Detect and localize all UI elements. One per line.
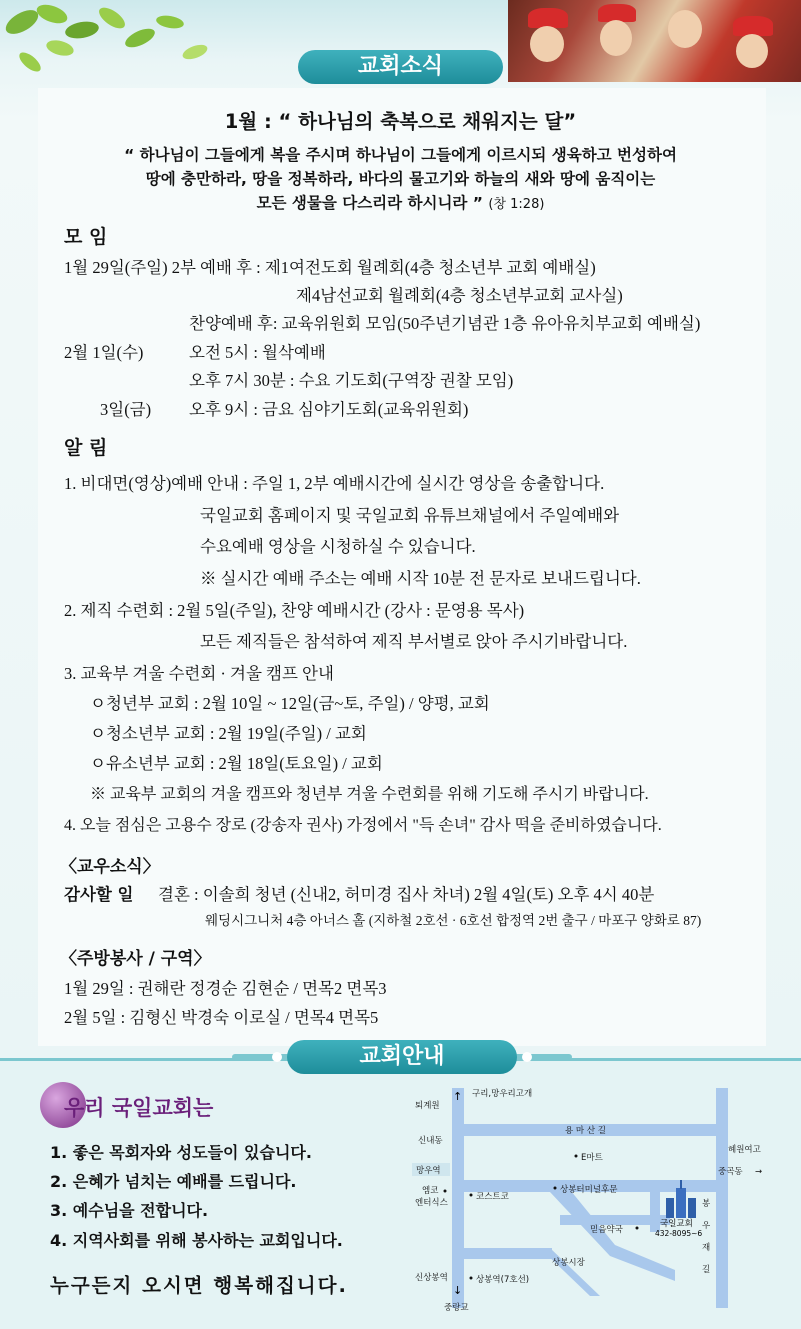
guide-item: 3. 예수님을 전합니다. [50, 1201, 209, 1220]
notice-line: ㅇ청년부 교회 : 2월 10일 ~ 12일(금~토, 주일) / 양평, 교회 [90, 694, 490, 713]
map-dot [444, 1190, 447, 1193]
road-lower-left [452, 1248, 552, 1259]
map-dot [470, 1194, 473, 1197]
venue-text: 웨딩시그니처 4층 아너스 홀 (지하철 2호선 · 6호선 합정역 2번 출구 / 마포구 양화로 87) [205, 913, 702, 928]
verse-line-1: “ 하나님이 그들에게 복을 주시며 하나님이 그들에게 이르시되 생육하고 번성하여 [124, 146, 677, 164]
meeting-line: 오후 7시 30분 : 수요 기도회(구역장 권찰 모임) [189, 371, 514, 390]
map-label-pharmacy: 믿음약국 [590, 1225, 623, 1235]
map-dot [575, 1155, 578, 1158]
arrow-down-icon: ↓ [453, 1284, 463, 1297]
guide-item: 4. 지역사회를 위해 봉사하는 교회입니다. [50, 1231, 343, 1250]
notice-line: 모든 제직들은 참석하여 제직 부서별로 앉아 주시기바랍니다. [200, 632, 628, 651]
meeting-line: 제4남선교회 월례회(4층 청소년부교회 교사실) [296, 286, 623, 305]
notice-line: ※ 실시간 예배 주소는 예배 시작 10분 전 문자로 보내드립니다. [200, 569, 641, 588]
thanks-label: 감사할 일 [64, 885, 134, 904]
map-label-junglang: 중랑교 [444, 1303, 469, 1313]
meeting-line: 오후 9시 : 금요 심야기도회(교육위원회) [189, 400, 469, 419]
verse-line-3 [0, 191, 801, 213]
leaves-decoration [0, 0, 230, 80]
guide-item: 2. 은혜가 넘치는 예배를 드립니다. [50, 1172, 297, 1191]
guide-title: 교회안내 [287, 1040, 517, 1074]
notice-line: 1. 비대면(영상)예배 안내 : 주일 1, 2부 예배시간에 실시간 영상을 송출합니다. [64, 474, 605, 493]
map-label-bong1: 봉 [702, 1199, 711, 1209]
map-label-sangbong7: 상봉역(7호선) [476, 1275, 530, 1285]
guide-item: 1. 좋은 목회자와 성도들이 있습니다. [50, 1143, 312, 1162]
notice-line: 3. 교육부 겨울 수련회 · 겨울 캠프 안내 [64, 664, 334, 683]
kitchen-line: 2월 5일 : 김형신 박경숙 이로실 / 면목4 면목5 [64, 1008, 379, 1027]
notice-line: ※ 교육부 교회의 겨울 캠프와 청년부 겨울 수련회를 위해 기도해 주시기 바랍니다. [90, 786, 649, 803]
road-vertical-right [716, 1088, 728, 1308]
church-location-map [400, 1080, 780, 1320]
church-title-block [40, 1082, 245, 1130]
meeting-date: 3일(금) [100, 400, 152, 419]
map-label-bong3: 재 [702, 1243, 711, 1253]
map-label-mangu: 망우역 [416, 1166, 441, 1176]
bullet-dot-icon [272, 1052, 282, 1062]
map-label-bong4: 길 [702, 1265, 711, 1275]
notices-heading: 알 림 [64, 437, 108, 459]
verse-ref: (창 1:28) [488, 197, 545, 212]
news-title: 교회소식 [298, 50, 503, 84]
map-label-entersix: 엔터식스 [415, 1198, 448, 1208]
road-church-branch [650, 1192, 660, 1232]
welcome-text: 누구든지 오시면 행복해집니다. [50, 1274, 348, 1297]
church-title: 우리 국일교회는 [64, 1096, 214, 1120]
map-dot [470, 1277, 473, 1280]
meeting-date: 2월 1일(수) [64, 343, 144, 362]
thanks-text: 결혼 : 이솔희 청년 (신내2, 허미경 집사 차녀) 2월 4일(토) 오후 4시 40분 [158, 885, 655, 904]
notice-line: ㅇ유소년부 교회 : 2월 18일(토요일) / 교회 [90, 754, 383, 773]
kitchen-heading: 〈주방봉사 / 구역〉 [60, 949, 211, 969]
notice-line: 국일교회 홈페이지 및 국일교회 유튜브채널에서 주일예배와 [200, 506, 620, 525]
meeting-line: 오전 5시 : 월삭예배 [189, 343, 326, 362]
map-label-sinsangbong: 신상봉역 [415, 1273, 448, 1283]
kitchen-line: 1월 29일 : 권해란 정경순 김현순 / 면목2 면목3 [64, 979, 387, 998]
map-label-emart: E마트 [581, 1153, 603, 1163]
notice-line: 수요예배 영상을 시청하실 수 있습니다. [200, 537, 476, 556]
arrow-right-icon: → [755, 1167, 763, 1177]
map-label-guri: 구리,망우리고개 [472, 1089, 533, 1099]
verse-line-2: 땅에 충만하라, 땅을 정복하라, 바다의 물고기와 하늘의 새와 땅에 움직이는 [145, 170, 656, 188]
road-vertical-left [452, 1088, 464, 1308]
map-label-junggok: 중곡동 [718, 1167, 743, 1177]
choir-photo [508, 0, 801, 82]
bullet-dot-icon [522, 1052, 532, 1062]
map-label-church: 국일교회 [660, 1219, 693, 1229]
notice-line: 2. 제직 수련회 : 2월 5일(주일), 찬양 예배시간 (강사 : 문영용 목사) [64, 601, 525, 620]
map-dot [554, 1187, 557, 1190]
map-label-terminal: 상봉터미널후문 [560, 1185, 618, 1195]
map-label-yongmasan: 용 마 산 길 [565, 1126, 606, 1136]
map-label-costco: 코스트코 [476, 1192, 509, 1202]
map-label-toegyewon: 퇴계원 [415, 1101, 440, 1111]
map-label-phone: 432-8095~6 [655, 1229, 703, 1238]
map-label-hyewon: 혜원여고 [728, 1145, 761, 1155]
notice-line: ㅇ청소년부 교회 : 2월 19일(주일) / 교회 [90, 724, 367, 743]
map-label-market: 상봉시장 [552, 1258, 585, 1268]
map-dot [636, 1227, 639, 1230]
meeting-line: 찬양예배 후: 교육위원회 모임(50주년기념관 1층 유아유치부교회 예배실) [189, 314, 701, 333]
map-label-sinnae: 신내동 [418, 1136, 443, 1146]
month-title: 1월 : “ 하나님의 축복으로 채워지는 달” [224, 110, 577, 133]
members-heading: 〈교우소식〉 [60, 857, 160, 877]
meeting-line: 1월 29일(주일) 2부 예배 후 : 제1여전도회 월례회(4층 청소년부 교회 예배실) [64, 258, 596, 277]
verse-line-3-text: 모든 생물을 다스리라 하시니라 ” [256, 194, 483, 212]
map-label-yemco: 엠코 [422, 1186, 439, 1196]
road-diagonal-2 [540, 1248, 600, 1296]
notice-line: 4. 오늘 점심은 고용수 장로 (강송자 권사) 가정에서 "득 손녀" 감사 떡을 준비하였습니다. [64, 817, 662, 834]
meetings-heading: 모 임 [64, 226, 108, 248]
map-label-bong2: 우 [702, 1221, 711, 1231]
guide-title-pill [232, 1040, 572, 1074]
arrow-up-icon: ↑ [453, 1090, 463, 1103]
